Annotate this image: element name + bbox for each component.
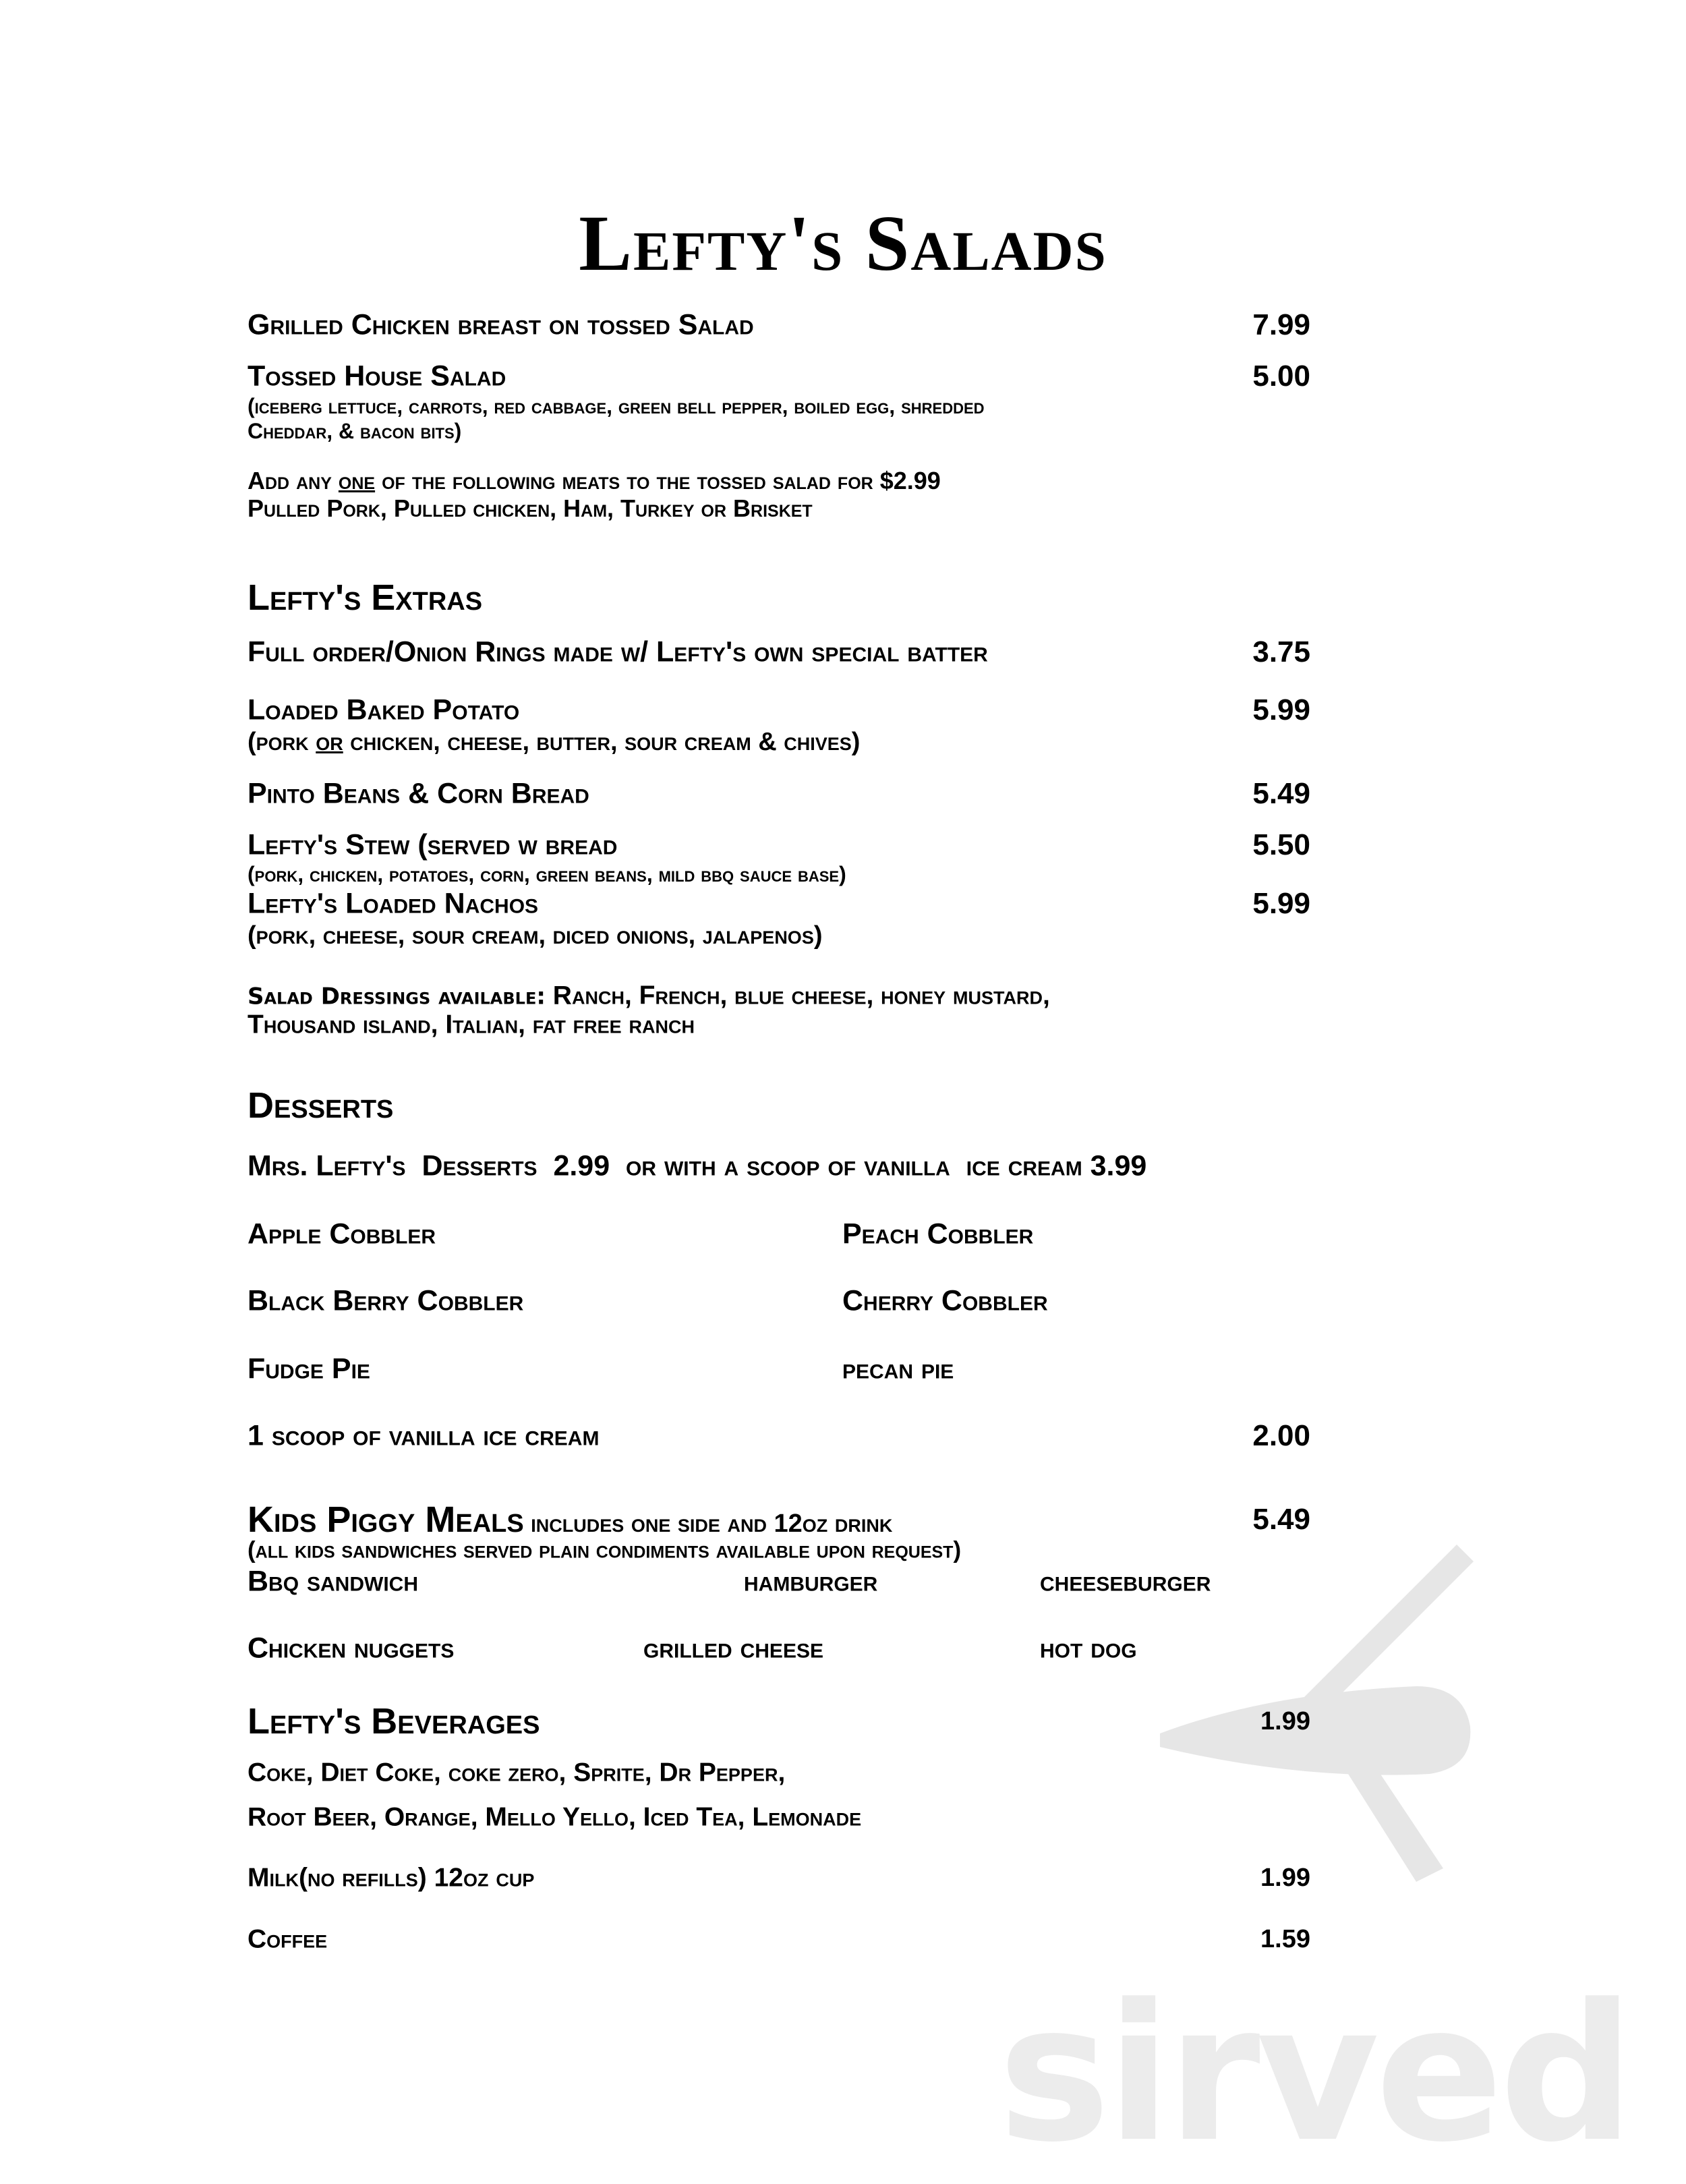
onion-rings: Full order/Onion Rings made w/ Lefty's own special batter <box>248 635 988 668</box>
sirved-watermark: sirved <box>998 1964 1631 2184</box>
tossed-salad-desc: (iceberg lettuce, carrots, red cabbage, green bell pepper, boiled egg, shredded <box>248 394 985 418</box>
dessert-item: pecan pie <box>842 1352 954 1385</box>
ice-cream-scoop: 1 scoop of vanilla ice cream <box>248 1419 600 1452</box>
addon-post: of the following meats to the tossed salad for $2.99 <box>375 467 941 494</box>
dessert-item: Fudge Pie <box>248 1352 370 1385</box>
loaded-baked-potato-price: 5.99 <box>1252 693 1310 726</box>
beverages-heading: Lefty's Beverages <box>248 1701 540 1742</box>
ice-cream-scoop-price: 2.00 <box>1252 1419 1310 1452</box>
loaded-nachos: Lefty's Loaded Nachos <box>248 887 539 920</box>
potato-desc-or: or <box>316 728 343 756</box>
desserts-heading: Desserts <box>248 1085 394 1126</box>
potato-desc-pre: (pork <box>248 728 316 756</box>
coffee: Coffee <box>248 1924 328 1954</box>
dressings-list: Ranch, French, blue cheese, honey mustard, <box>545 981 1050 1010</box>
desserts-intro: Mrs. Lefty's Desserts 2.99 or with a scoop of vanilla ice cream 3.99 <box>248 1149 1147 1182</box>
kids-meals-heading <box>248 1501 892 1538</box>
loaded-nachos-price: 5.99 <box>1252 887 1310 920</box>
loaded-baked-potato: Loaded Baked Potato <box>248 693 520 726</box>
kids-item: Bbq sandwich <box>248 1565 418 1598</box>
dessert-item: Apple Cobbler <box>248 1217 436 1251</box>
kids-item: hamburger <box>744 1565 878 1598</box>
addon-note <box>248 469 941 493</box>
tossed-house-salad-price: 5.00 <box>1252 360 1310 393</box>
stew-desc: (pork, chicken, potatoes, corn, green beans, mild bbq sauce base) <box>248 862 846 886</box>
pinto-beans: Pinto Beans & Corn Bread <box>248 777 589 810</box>
page-title: Lefty's Salads <box>579 199 1107 287</box>
dressings-label: Salad Dressings available: <box>248 983 546 1010</box>
kids-item: cheeseburger <box>1040 1565 1211 1598</box>
tossed-house-salad: Tossed House Salad <box>248 360 506 393</box>
extras-heading: Lefty's Extras <box>248 577 483 618</box>
potato-desc <box>248 729 860 755</box>
tossed-salad-desc-2: Cheddar, & bacon bits) <box>248 419 462 443</box>
kids-title: Kids Piggy Meals <box>248 1499 524 1540</box>
addon-meats: Pulled Pork, Pulled chicken, Ham, Turkey or Brisket <box>248 494 813 522</box>
beverages-list: Coke, Diet Coke, coke zero, Sprite, Dr Pepper, <box>248 1758 786 1787</box>
kids-item: grilled cheese <box>643 1632 823 1665</box>
kids-item: Chicken nuggets <box>248 1632 455 1665</box>
addon-one: one <box>338 467 376 494</box>
kids-meals-price: 5.49 <box>1252 1503 1310 1536</box>
addon-pre: Add any <box>248 467 339 494</box>
leftys-stew-price: 5.50 <box>1252 828 1310 861</box>
pinto-beans-price: 5.49 <box>1252 777 1310 810</box>
beverages-price: 1.99 <box>1260 1707 1310 1735</box>
dessert-item: Peach Cobbler <box>842 1217 1034 1251</box>
nachos-desc: (pork, cheese, sour cream, diced onions, jalapenos) <box>248 921 823 950</box>
beverages-list-2: Root Beer, Orange, Mello Yello, Iced Tea, Lemonade <box>248 1802 862 1832</box>
grilled-chicken-salad: Grilled Chicken breast on tossed Salad <box>248 308 754 341</box>
salad-dressings-2: Thousand island, Italian, fat free ranch <box>248 1010 695 1039</box>
kids-note: (all kids sandwiches served plain condiments available upon request) <box>248 1536 962 1563</box>
salad-dressings <box>248 983 1050 1009</box>
onion-rings-price: 3.75 <box>1252 635 1310 668</box>
dessert-item: Cherry Cobbler <box>842 1284 1048 1317</box>
milk-price: 1.99 <box>1260 1864 1310 1892</box>
grilled-chicken-salad-price: 7.99 <box>1252 308 1310 341</box>
kids-item: hot dog <box>1040 1632 1137 1665</box>
potato-desc-post: chicken, cheese, butter, sour cream & chives) <box>343 728 861 756</box>
dessert-item: Black Berry Cobbler <box>248 1284 524 1317</box>
coffee-price: 1.59 <box>1260 1925 1310 1953</box>
leftys-stew: Lefty's Stew (served w bread <box>248 828 618 861</box>
kids-sub: includes one side and 12oz drink <box>523 1510 893 1538</box>
milk: Milk(no refills) 12oz cup <box>248 1863 535 1893</box>
